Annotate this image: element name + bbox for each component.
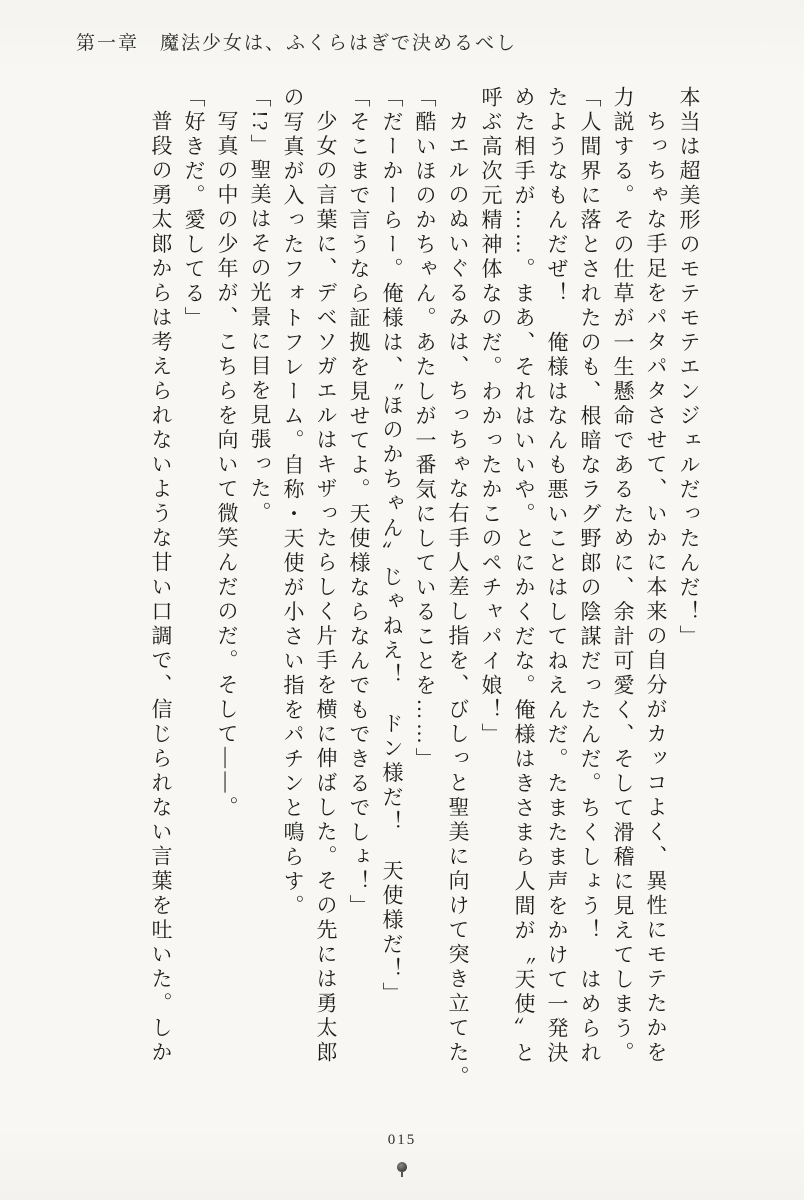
text-column: カエルのぬいぐるみは、ちっちゃな右手人差し指を、びしっと聖美に向けて突き立てた。	[446, 110, 470, 1090]
text-column: の写真が入ったフォトフレーム。自称・天使が小さい指をパチンと鳴らす。	[281, 86, 305, 919]
text-column: たようなもんだぜ！ 俺様はなんも悪いことはしてねえんだ。たまたま声をかけて一発決	[545, 86, 569, 1066]
text-column: 普段の勇太郎からは考えられないような甘い口調で、信じられない言葉を吐いた。しか	[149, 110, 173, 1066]
vertical-text-block	[80, 86, 705, 1108]
text-column: 本当は超美形のモテモテエンジェルだったんだ！」	[677, 86, 701, 650]
text-column: 呼ぶ高次元精神体なのだ。わかったかこのペチャパイ娘！」	[479, 86, 503, 748]
text-column: 「だーかーらー。俺様は、〝ほのかちゃん〟じゃねえ！ ドン様だ！ 天使様だ！」	[380, 86, 404, 1007]
text-column: 「人間界に落とされたのも、根暗なラグ野郎の陰謀だったんだ。ちくしょう！ はめられ	[578, 86, 602, 1066]
text-column: 力説する。その仕草が一生懸命であるために、余計可愛く、そして滑稽に見えてしまう。	[611, 86, 635, 1066]
chapter-header: 第一章 魔法少女は、ふくらはぎで決めるべし	[76, 33, 518, 54]
text-column: 写真の中の少年が、こちらを向いて微笑んだのだ。そして――。	[215, 110, 239, 821]
flower-ornament-icon	[397, 1162, 407, 1172]
text-column: 「好きだ。愛してる」	[182, 86, 206, 331]
text-column: 「酷いほのかちゃん。あたしが一番気にしていることを……」	[413, 86, 437, 772]
text-column: 「!?」聖美はその光景に目を見張った。	[248, 86, 272, 526]
text-column: 少女の言葉に、デベソガエルはキザったらしく片手を横に伸ばした。その先には勇太郎	[314, 110, 338, 1066]
page-footer	[0, 1110, 804, 1200]
text-column: めた相手が……。まあ、それはいいや。とにかくだな。俺様はきさまら人間が〝天使〟と	[512, 86, 536, 1066]
page-number: 015	[387, 1132, 417, 1148]
text-column: ちっちゃな手足をパタパタさせて、いかに本来の自分がカッコよく、異性にモテたかを	[644, 110, 668, 1066]
text-column: 「そこまで言うなら証拠を見せてよ。天使様ならなんでもできるでしょ！」	[347, 86, 371, 919]
